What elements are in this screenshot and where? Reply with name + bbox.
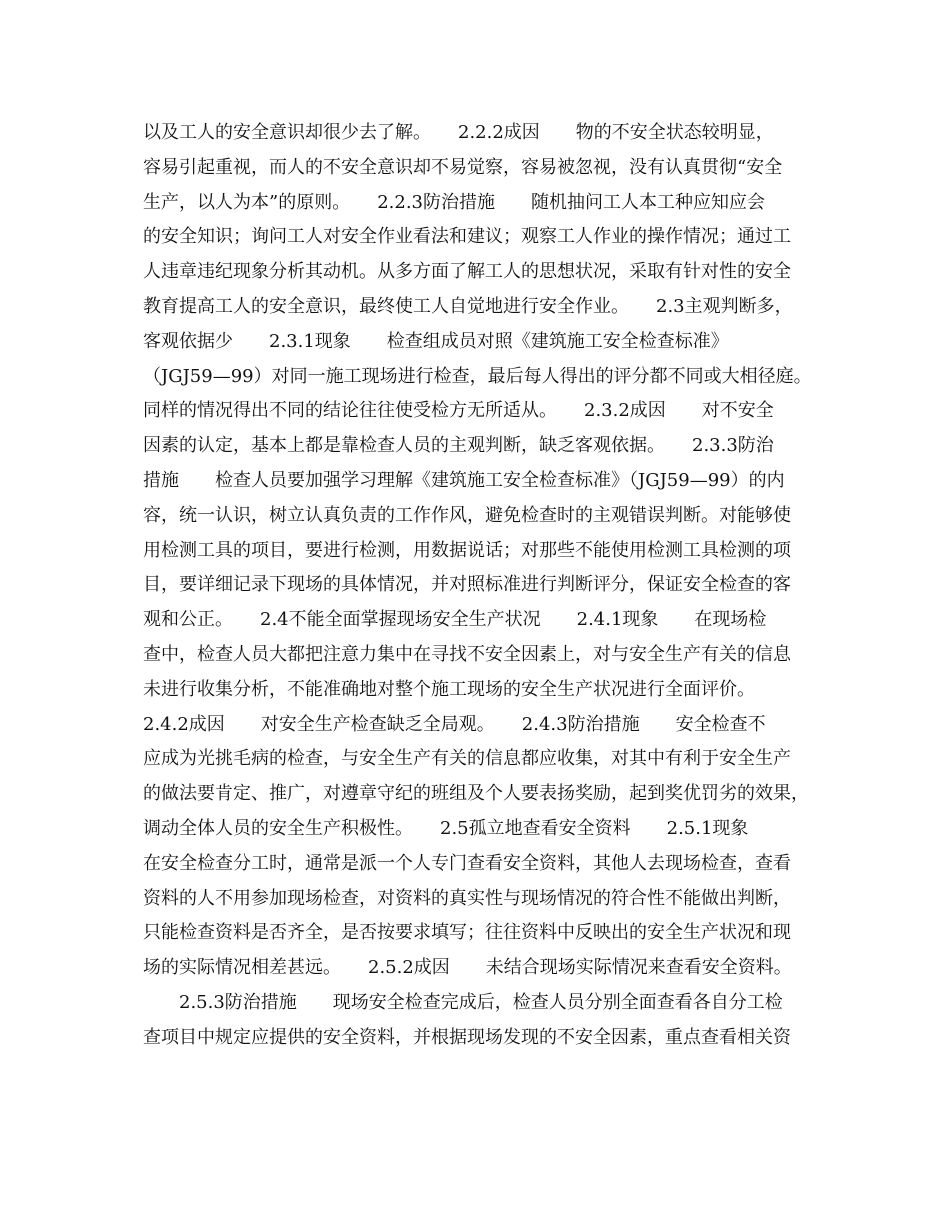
text-line: 用检测工具的项目，要进行检测，用数据说话；对那些不能使用检测工具检测的项 bbox=[143, 539, 791, 561]
body-text bbox=[143, 116, 823, 1056]
text-line: 在安全检查分工时，通常是派一个人专门查看安全资料，其他人去现场检查，查看 bbox=[143, 852, 791, 874]
text-line: 的安全知识；询问工人对安全作业看法和建议；观察工人作业的操作情况；通过工 bbox=[143, 226, 791, 248]
text-line: 人违章违纪现象分析其动机。从多方面了解工人的思想状况，采取有针对性的安全 bbox=[143, 261, 791, 283]
text-line: 措施 检查人员要加强学习理解《建筑施工安全检查标准》（JGJ59—99）的内 bbox=[143, 469, 785, 491]
text-line: 2.5.3防治措施 现场安全检查完成后，检查人员分别全面查看各自分工检 bbox=[143, 991, 783, 1013]
text-line: 观和公正。 2.4不能全面掌握现场安全生产状况 2.4.1现象 在现场检 bbox=[143, 609, 767, 631]
text-line: 场的实际情况相差甚远。 2.5.2成因 未结合现场实际情况来查看安全资料。 bbox=[143, 957, 792, 979]
text-line: 资料的人不用参加现场检查，对资料的真实性与现场情况的符合性不能做出判断， bbox=[143, 887, 791, 909]
text-line: 因素的认定，基本上都是靠检查人员的主观判断，缺乏客观依据。 2.3.3防治 bbox=[143, 435, 774, 457]
text-line: 查项目中规定应提供的安全资料，并根据现场发现的不安全因素，重点查看相关资 bbox=[143, 1026, 791, 1048]
text-line: 生产，以人为本”的原则。 2.2.3防治措施 随机抽问工人本工种应知应会 bbox=[143, 191, 765, 213]
text-line: 查中，检查人员大都把注意力集中在寻找不安全因素上，对与安全生产有关的信息 bbox=[143, 643, 791, 665]
text-line: 2.4.2成因 对安全生产检查缺乏全局观。 2.4.3防治措施 安全检查不 bbox=[143, 713, 766, 735]
text-line: 容，统一认识，树立认真负责的工作作风，避免检查时的主观错误判断。对能够使 bbox=[143, 504, 791, 526]
text-line: 调动全体人员的安全生产积极性。 2.5孤立地查看安全资料 2.5.1现象 bbox=[143, 817, 749, 839]
text-line: 客观依据少 2.3.1现象 检查组成员对照《建筑施工安全检查标准》 bbox=[143, 330, 729, 352]
text-line: 教育提高工人的安全意识，最终使工人自觉地进行安全作业。 2.3主观判断多， bbox=[143, 295, 793, 317]
text-line: 容易引起重视，而人的不安全意识却不易觉察，容易被忽视，没有认真贯彻“安全 bbox=[143, 156, 783, 178]
text-line: （JGJ59—99）对同一施工现场进行检查，最后每人得出的评分都不同或大相径庭。 bbox=[143, 365, 812, 387]
text-line: 只能检查资料是否齐全，是否按要求填写；往往资料中反映出的安全生产状况和现 bbox=[143, 922, 791, 944]
text-line: 的做法要肯定、推广，对遵章守纪的班组及个人要表扬奖励，起到奖优罚劣的效果， bbox=[143, 783, 809, 805]
text-line: 以及工人的安全意识却很少去了解。 2.2.2成因 物的不安全状态较明显， bbox=[143, 122, 774, 143]
text-line: 应成为光挑毛病的检查，与安全生产有关的信息都应收集，对其中有利于安全生产 bbox=[143, 748, 791, 770]
text-line: 未进行收集分析，不能准确地对整个施工现场的安全生产状况进行全面评价。 bbox=[143, 678, 755, 700]
text-line: 目，要详细记录下现场的具体情况，并对照标准进行判断评分，保证安全检查的客 bbox=[143, 574, 791, 596]
text-line: 同样的情况得出不同的结论往往使受检方无所适从。 2.3.2成因 对不安全 bbox=[143, 400, 774, 422]
